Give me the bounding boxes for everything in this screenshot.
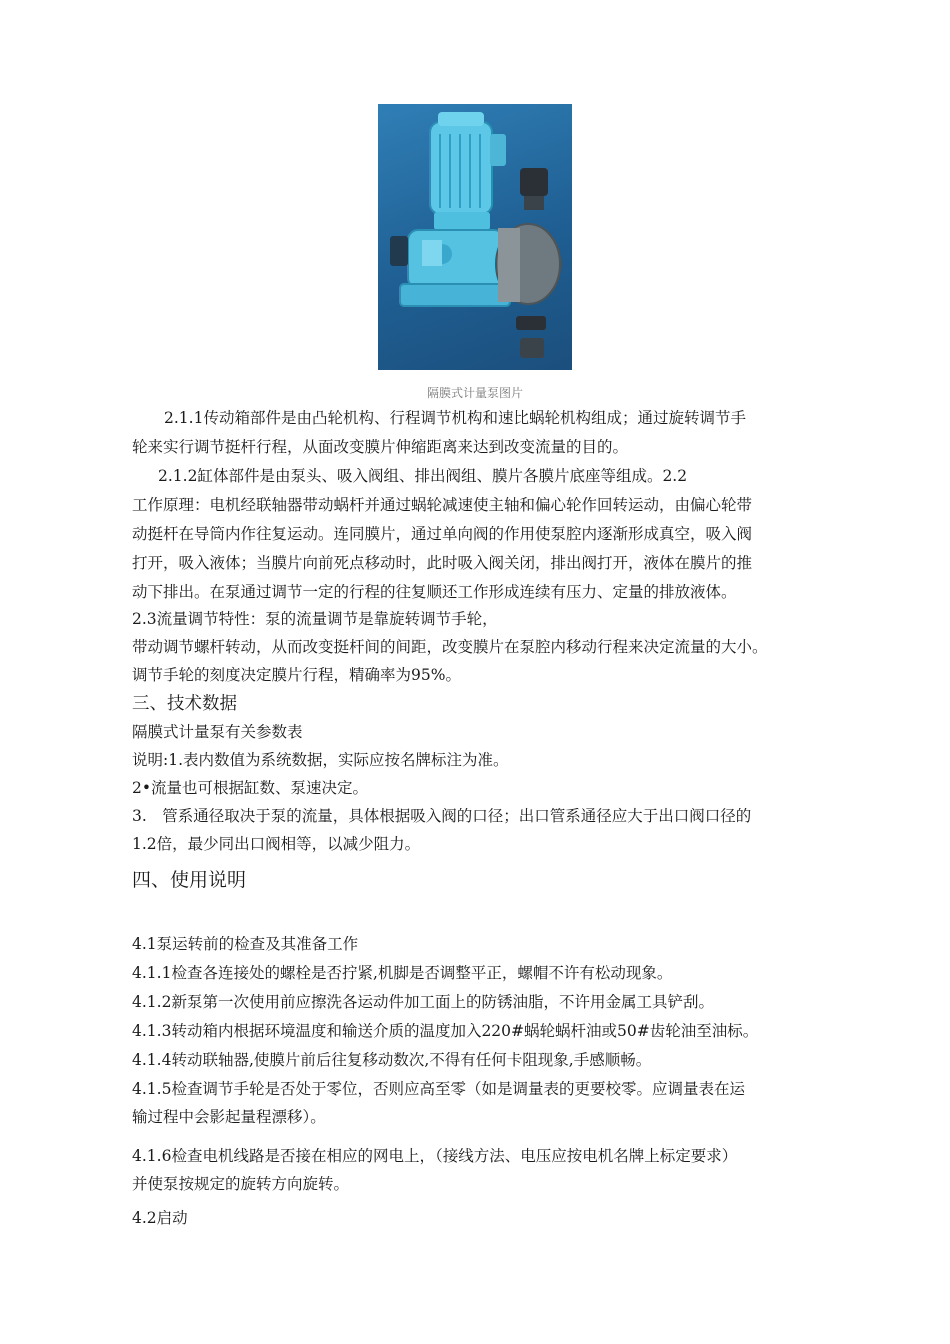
paragraph-2-1-1-cont: 轮来实行调节挺杆行程，从面改变膜片伸缩距离来达到改变流量的目的。 (132, 438, 629, 456)
pump-photo (378, 104, 572, 370)
paragraph-4-1-5-cont: 输过程中会影起量程漂移）。 (132, 1108, 326, 1126)
paragraph-2-3-cont: 带动调节螺杆转动，从而改变挺杆间的间距，改变膜片在泵腔内移动行程来决定流量的大小。 (132, 638, 768, 656)
paragraph-4-1-5: 4.1.5检查调节手轮是否处于零位，否则应高至零（如是调量表的更要校零。应调量表在运 (132, 1080, 745, 1098)
section-heading-tech-data: 三、技术数据 (132, 694, 237, 714)
note-3-cont: 1.2倍，最少同出口阀相等，以减少阻力。 (132, 835, 421, 853)
paragraph-4-1-4: 4.1.4转动联轴器,使膜片前后往复移动数次,不得有任何卡阻现象,手感顺畅。 (132, 1051, 652, 1069)
paragraph-working-principle-2: 动挺杆在导筒内作往复运动。连同膜片，通过单向阀的作用使泵腔内逐渐形成真空，吸入阀 (132, 525, 753, 543)
paragraph-4-1-6: 4.1.6检查电机线路是否接在相应的网电上，（接线方法、电压应按电机名牌上标定要求） (132, 1147, 738, 1165)
paragraph-4-2: 4.2启动 (132, 1209, 188, 1227)
paragraph-4-1-2: 4.1.2新泵第一次使用前应擦洗各运动件加工面上的防锈油脂，不许用金属工具铲刮。 (132, 993, 714, 1011)
note-1: 说明:1.表内数值为系统数据，实际应按名牌标注为准。 (132, 751, 509, 769)
paragraph-4-1-6-cont: 并使泵按规定的旋转方向旋转。 (132, 1175, 350, 1193)
figure-caption: 隔膜式计量泵图片 (426, 386, 523, 400)
pump-illustration (378, 104, 572, 370)
paragraph-2-3-accuracy: 调节手轮的刻度决定膜片行程，精确率为95%。 (132, 666, 461, 684)
paragraph-2-1-1: 2.1.1传动箱部件是由凸轮机构、行程调节机构和速比蜗轮机构组成；通过旋转调节手 (164, 409, 746, 427)
paragraph-4-1-1: 4.1.1检查各连接处的螺栓是否拧紧,机脚是否调整平正，螺帽不许有松动现象。 (132, 964, 673, 982)
note-3: 3. 管系通径取决于泵的流量，具体根据吸入阀的口径；出口管系通径应大于出口阀口径的 (132, 807, 752, 825)
paragraph-2-3: 2.3流量调节特性：泵的流量调节是靠旋转调节手轮， (132, 610, 498, 628)
paragraph-working-principle: 工作原理：电机经联轴器带动蜗杆并通过蜗轮减速使主轴和偏心轮作回转运动，由偏心轮带 (132, 496, 753, 514)
paragraph-2-1-2: 2.1.2缸体部件是由泵头、吸入阀组、排出阀组、膜片各膜片底座等组成。2.2 (158, 467, 688, 485)
paragraph-working-principle-4: 动下排出。在泵通过调节一定的行程的往复顺还工作形成连续有压力、定量的排放液体。 (132, 583, 737, 601)
paragraph-4-1: 4.1泵运转前的检查及其准备工作 (132, 935, 359, 953)
table-title: 隔膜式计量泵有关参数表 (132, 723, 303, 741)
paragraph-working-principle-3: 打开，吸入液体；当膜片向前死点移动时，此时吸入阀关闭，排出阀打开，液体在膜片的推 (132, 554, 753, 572)
section-heading-usage: 四、使用说明 (132, 869, 247, 891)
paragraph-4-1-3: 4.1.3转动箱内根据环境温度和输送介质的温度加入220#蜗轮蜗杆油或50#齿轮油至油标。 (132, 1022, 759, 1040)
note-2: 2•流量也可根据缸数、泵速决定。 (132, 779, 369, 797)
